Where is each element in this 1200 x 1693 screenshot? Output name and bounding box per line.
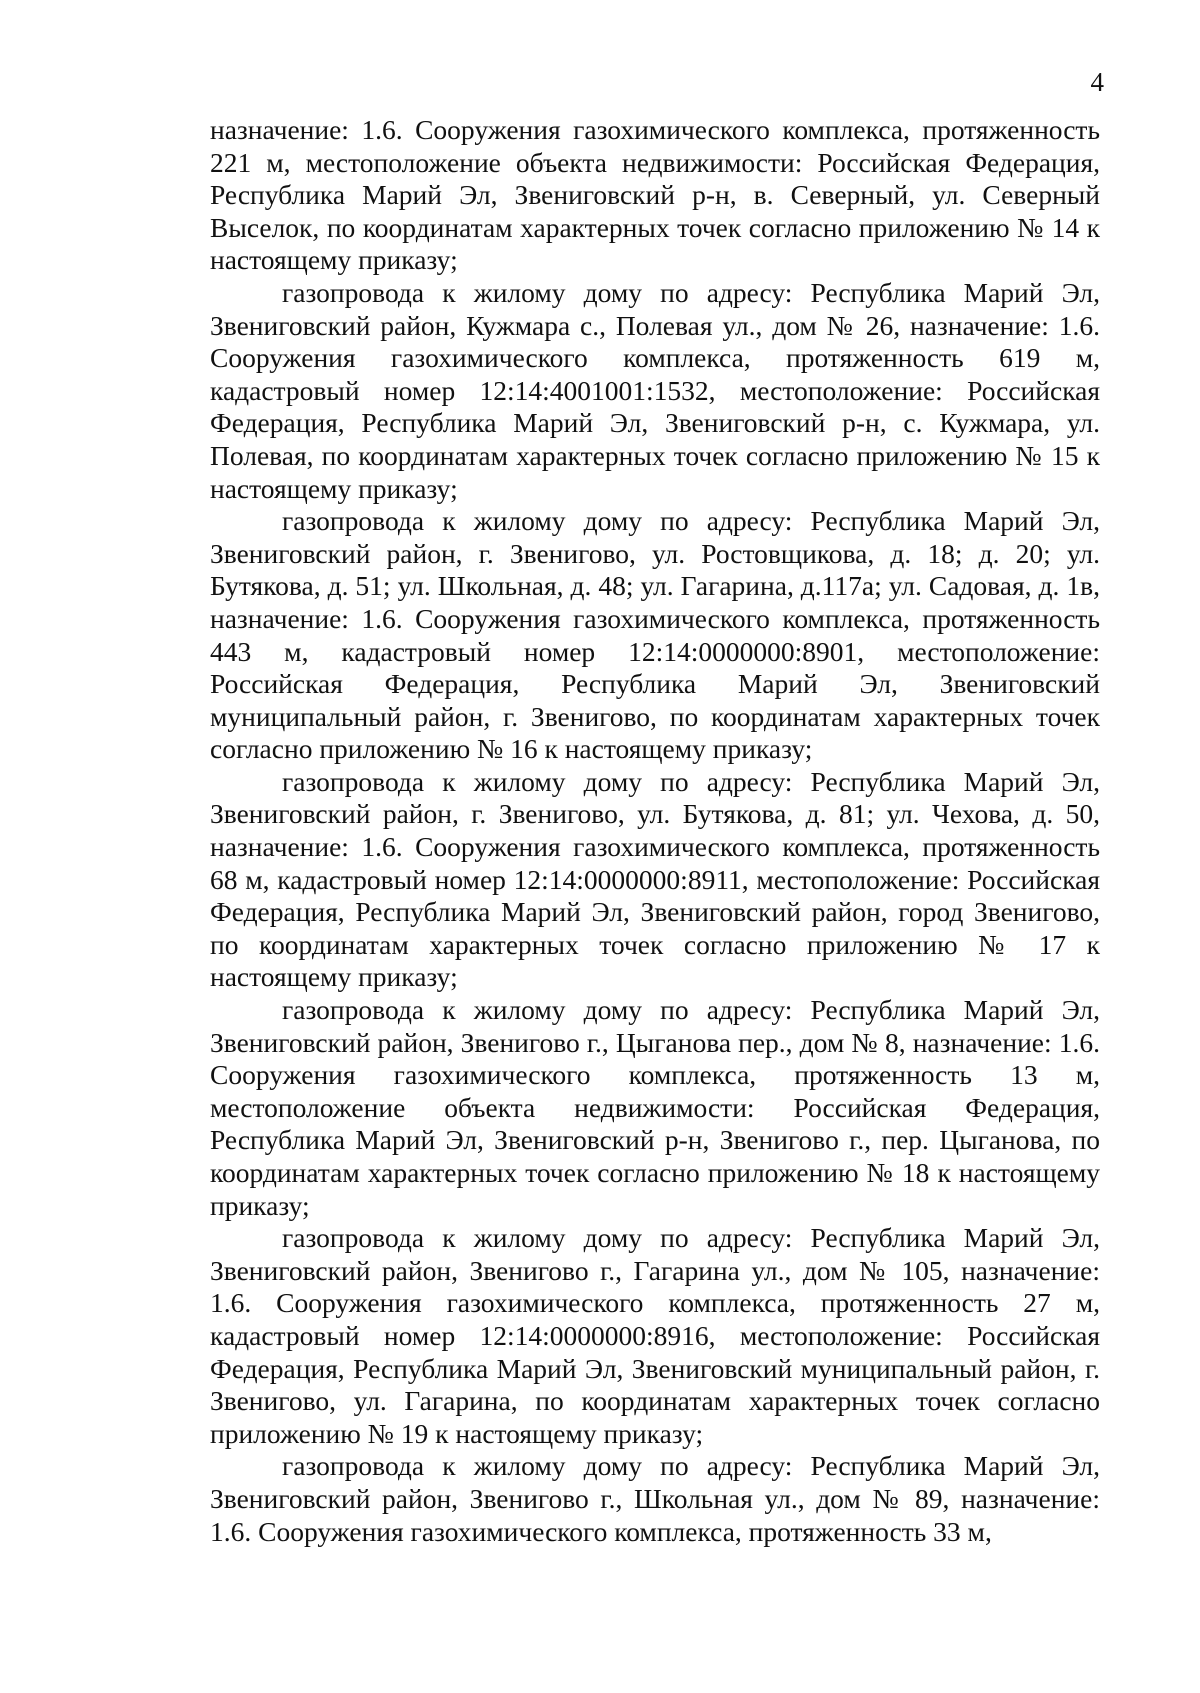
paragraph-3: газопровода к жилому дому по адресу: Республика Марий Эл, Звениговский район, г. Звенигово, ул. Ростовщикова, д. 18; д. 20; ул. Бутякова, д. 51; ул. Школьная, д. 48; ул. Гагарина, д.117а; ул. Садовая, д. 1в, назначение: 1.6. Сооружения газохимического комплекса, протяженность 443 м, кадастровый номер 12:14:0000000:8901, местоположение: Российская Федерация, Республика Марий Эл, Звениговский муниципальный район, г. Звенигово, по координатам характерных точек согласно приложению № 16 к настоящему приказу;: [210, 505, 1100, 765]
paragraph-4: газопровода к жилому дому по адресу: Республика Марий Эл, Звениговский район, г. Звенигово, ул. Бутякова, д. 81; ул. Чехова, д. 50, назначение: 1.6. Сооружения газохимического комплекса, протяженность 68 м, кадастровый номер 12:14:0000000:8911, местоположение: Российская Федерация, Республика Марий Эл, Звениговский район, город Звенигово, по координатам характерных точек согласно приложению № 17 к настоящему приказу;: [210, 765, 1100, 993]
page-number: 4: [1090, 67, 1104, 97]
paragraph-7: газопровода к жилому дому по адресу: Республика Марий Эл, Звениговский район, Звенигово г., Школьная ул., дом № 89, назначение: 1.6. Сооружения газохимического комплекса, протяженность 33 м,: [210, 1450, 1100, 1547]
paragraph-1: назначение: 1.6. Сооружения газохимического комплекса, протяженность 221 м, местоположение объекта недвижимости: Российская Федерация, Республика Марий Эл, Звениговский р-н, в. Северный, ул. Северный Выселок, по координатам характерных точек согласно приложению № 14 к настоящему приказу;: [210, 114, 1100, 276]
document-body: [210, 114, 1100, 1548]
paragraph-6: газопровода к жилому дому по адресу: Республика Марий Эл, Звениговский район, Звенигово г., Гагарина ул., дом № 105, назначение: 1.6. Сооружения газохимического комплекса, протяженность 27 м, кадастровый номер 12:14:0000000:8916, местоположение: Российская Федерация, Республика Марий Эл, Звениговский муниципальный район, г. Звенигово, ул. Гагарина, по координатам характерных точек согласно приложению № 19 к настоящему приказу;: [210, 1222, 1100, 1449]
paragraph-2: газопровода к жилому дому по адресу: Республика Марий Эл, Звениговский район, Кужмара с., Полевая ул., дом № 26, назначение: 1.6. Сооружения газохимического комплекса, протяженность 619 м, кадастровый номер 12:14:4001001:1532, местоположение: Российская Федерация, Республика Марий Эл, Звениговский р-н, с. Кужмара, ул. Полевая, по координатам характерных точек согласно приложению № 15 к настоящему приказу;: [210, 276, 1100, 504]
paragraph-5: газопровода к жилому дому по адресу: Республика Марий Эл, Звениговский район, Звенигово г., Цыганова пер., дом № 8, назначение: 1.6. Сооружения газохимического комплекса, протяженность 13 м, местоположение объекта недвижимости: Российская Федерация, Республика Марий Эл, Звениговский р-н, Звенигово г., пер. Цыганова, по координатам характерных точек согласно приложению № 18 к настоящему приказу;: [210, 994, 1100, 1221]
